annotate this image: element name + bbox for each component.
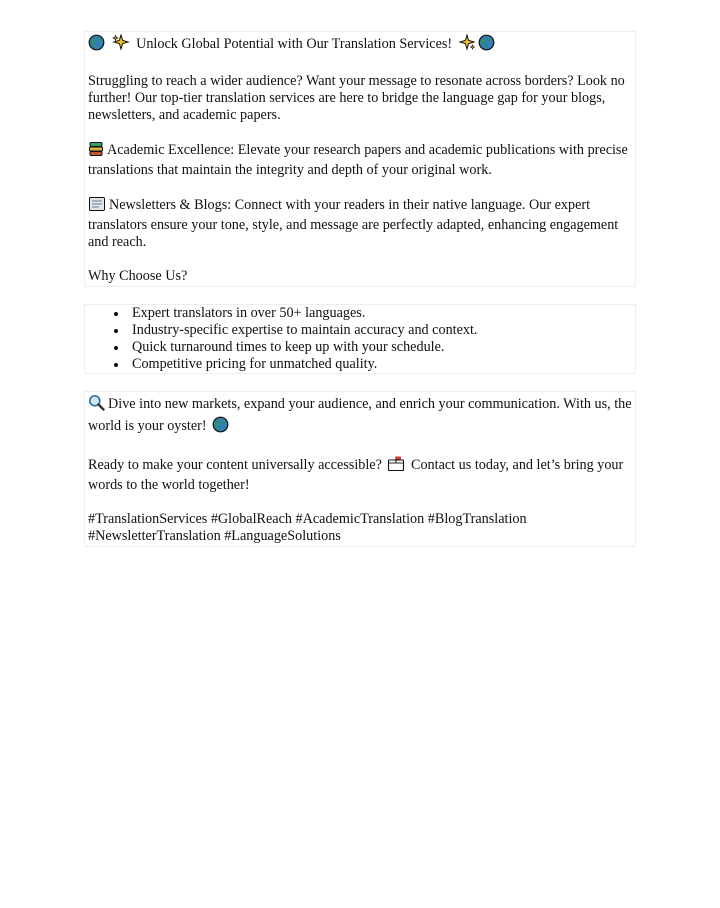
page-title: Unlock Global Potential with Our Translation Services!	[136, 36, 453, 52]
newspaper-icon	[88, 196, 106, 217]
dive-text: Dive into new markets, expand your audience, and enrich your communication. With us, the world is your oyster!	[88, 396, 632, 434]
benefits-block	[84, 304, 636, 374]
ready-text: Ready to make your content universally accessible?	[88, 457, 382, 473]
intro-paragraph: Struggling to reach a wider audience? Want your message to resonate across borders? Look no further! Our top-tier translation services are here to bridge the language gap for your blogs, newsletters, and academic papers.	[88, 73, 625, 123]
benefits-list	[88, 305, 632, 373]
sparkles-icon	[458, 34, 476, 56]
list-item: Quick turnaround times to keep up with your schedule.	[132, 339, 632, 356]
books-icon	[88, 141, 104, 162]
title-line	[88, 34, 632, 56]
list-item: Industry-specific expertise to maintain accuracy and context.	[132, 322, 632, 339]
globe-icon	[88, 34, 105, 56]
list-item: Expert translators in over 50+ languages.	[132, 305, 632, 322]
newsletters-text: Newsletters & Blogs: Connect with your readers in their native language. Our expert translators ensure your tone, style, and message are perfectly adapted, enhancing engagement and reach.	[88, 197, 619, 250]
academic-text: Academic Excellence: Elevate your research papers and academic publications with precise translations that maintain the integrity and depth of your original work.	[88, 142, 628, 178]
dive-paragraph	[88, 394, 632, 438]
why-choose-heading: Why Choose Us?	[88, 268, 188, 284]
globe-icon	[212, 416, 229, 438]
sparkles-icon	[112, 34, 130, 56]
document-page	[84, 31, 636, 547]
hashtags: #TranslationServices #GlobalReach #AcademicTranslation #BlogTranslation #NewsletterTranslation #LanguageSolutions	[88, 511, 527, 544]
mailbox-icon	[387, 455, 405, 477]
intro-block	[84, 31, 636, 287]
academic-paragraph	[88, 141, 632, 179]
globe-icon	[478, 34, 495, 56]
list-item: Competitive pricing for unmatched quality.	[132, 356, 632, 373]
ready-paragraph	[88, 455, 632, 494]
closing-block	[84, 391, 636, 547]
magnifying-glass-icon	[88, 394, 105, 416]
contact-text: Contact us today, and let’s bring your words to the world together!	[88, 457, 624, 493]
newsletters-paragraph	[88, 196, 632, 251]
